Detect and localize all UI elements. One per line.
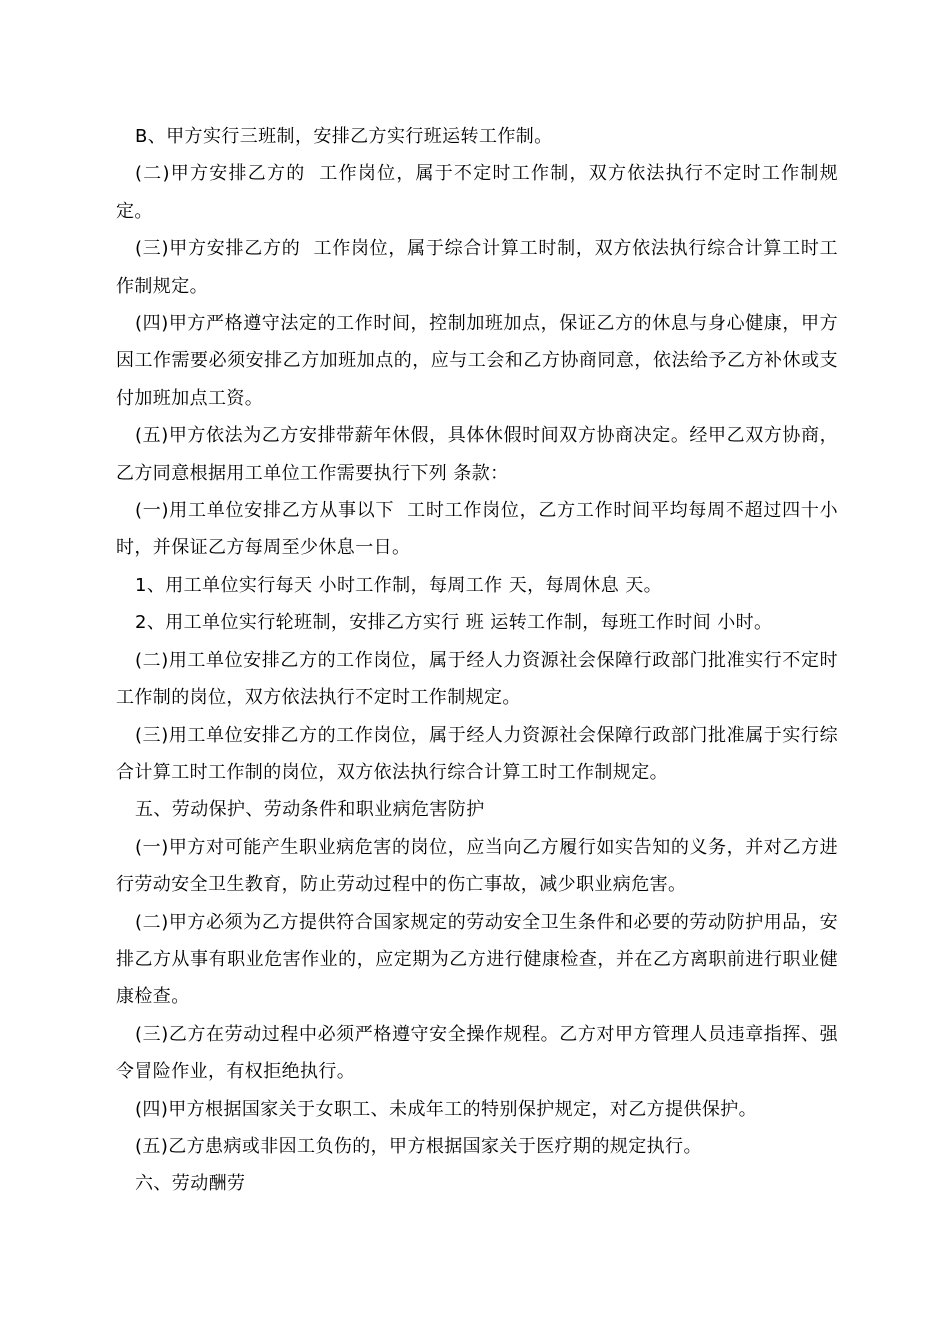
paragraph: (五)甲方依法为乙方安排带薪年休假，具体休假时间双方协商决定。经甲乙双方协商，乙方同意根据用工单位工作需要执行下列 条款：	[116, 425, 838, 484]
paragraph: (二)甲方安排乙方的 工作岗位，属于不定时工作制，双方依法执行不定时工作制规定。	[116, 163, 838, 222]
paragraph: (一)用工单位安排乙方从事以下 工时工作岗位，乙方工作时间平均每周不超过四十小时，并保证乙方每周至少休息一日。	[116, 500, 838, 559]
document-body	[116, 118, 838, 1203]
paragraph: (一)甲方对可能产生职业病危害的岗位，应当向乙方履行如实告知的义务，并对乙方进行劳动安全卫生教育，防止劳动过程中的伤亡事故，减少职业病危害。	[116, 836, 838, 896]
paragraph: (二)甲方必须为乙方提供符合国家规定的劳动安全卫生条件和必要的劳动防护用品，安排乙方从事有职业危害作业的，应定期为乙方进行健康检查，并在乙方离职前进行职业健康检查。	[116, 911, 838, 1008]
paragraph: B、甲方实行三班制，安排乙方实行班运转工作制。	[135, 126, 553, 147]
paragraph: (五)乙方患病或非因工负伤的，甲方根据国家关于医疗期的规定执行。	[135, 1135, 702, 1157]
paragraph: (二)用工单位安排乙方的工作岗位，属于经人力资源社会保障行政部门批准实行不定时工作制的岗位，双方依法执行不定时工作制规定。	[116, 649, 838, 709]
section-heading: 六、劳动酬劳	[135, 1173, 246, 1195]
section-heading: 五、劳动保护、劳动条件和职业病危害防护	[135, 799, 485, 821]
paragraph: (四)甲方根据国家关于女职工、未成年工的特别保护规定，对乙方提供保护。	[135, 1098, 758, 1120]
paragraph: (三)甲方安排乙方的 工作岗位，属于综合计算工时制，双方依法执行综合计算工时工作制规定。	[116, 238, 838, 297]
paragraph: (四)甲方严格遵守法定的工作时间，控制加班加点，保证乙方的休息与身心健康，甲方因工作需要必须安排乙方加班加点的，应与工会和乙方协商同意，依法给予乙方补休或支付加班加点工资。	[116, 313, 838, 409]
paragraph: (三)用工单位安排乙方的工作岗位，属于经人力资源社会保障行政部门批准属于实行综合计算工时工作制的岗位，双方依法执行综合计算工时工作制规定。	[116, 724, 838, 783]
paragraph: 2、用工单位实行轮班制，安排乙方实行 班 运转工作制，每班工作时间 小时。	[135, 612, 773, 634]
paragraph: (三)乙方在劳动过程中必须严格遵守安全操作规程。乙方对甲方管理人员违章指挥、强令冒险作业，有权拒绝执行。	[116, 1023, 838, 1083]
paragraph: 1、用工单位实行每天 小时工作制，每周工作 天，每周休息 天。	[135, 574, 663, 596]
